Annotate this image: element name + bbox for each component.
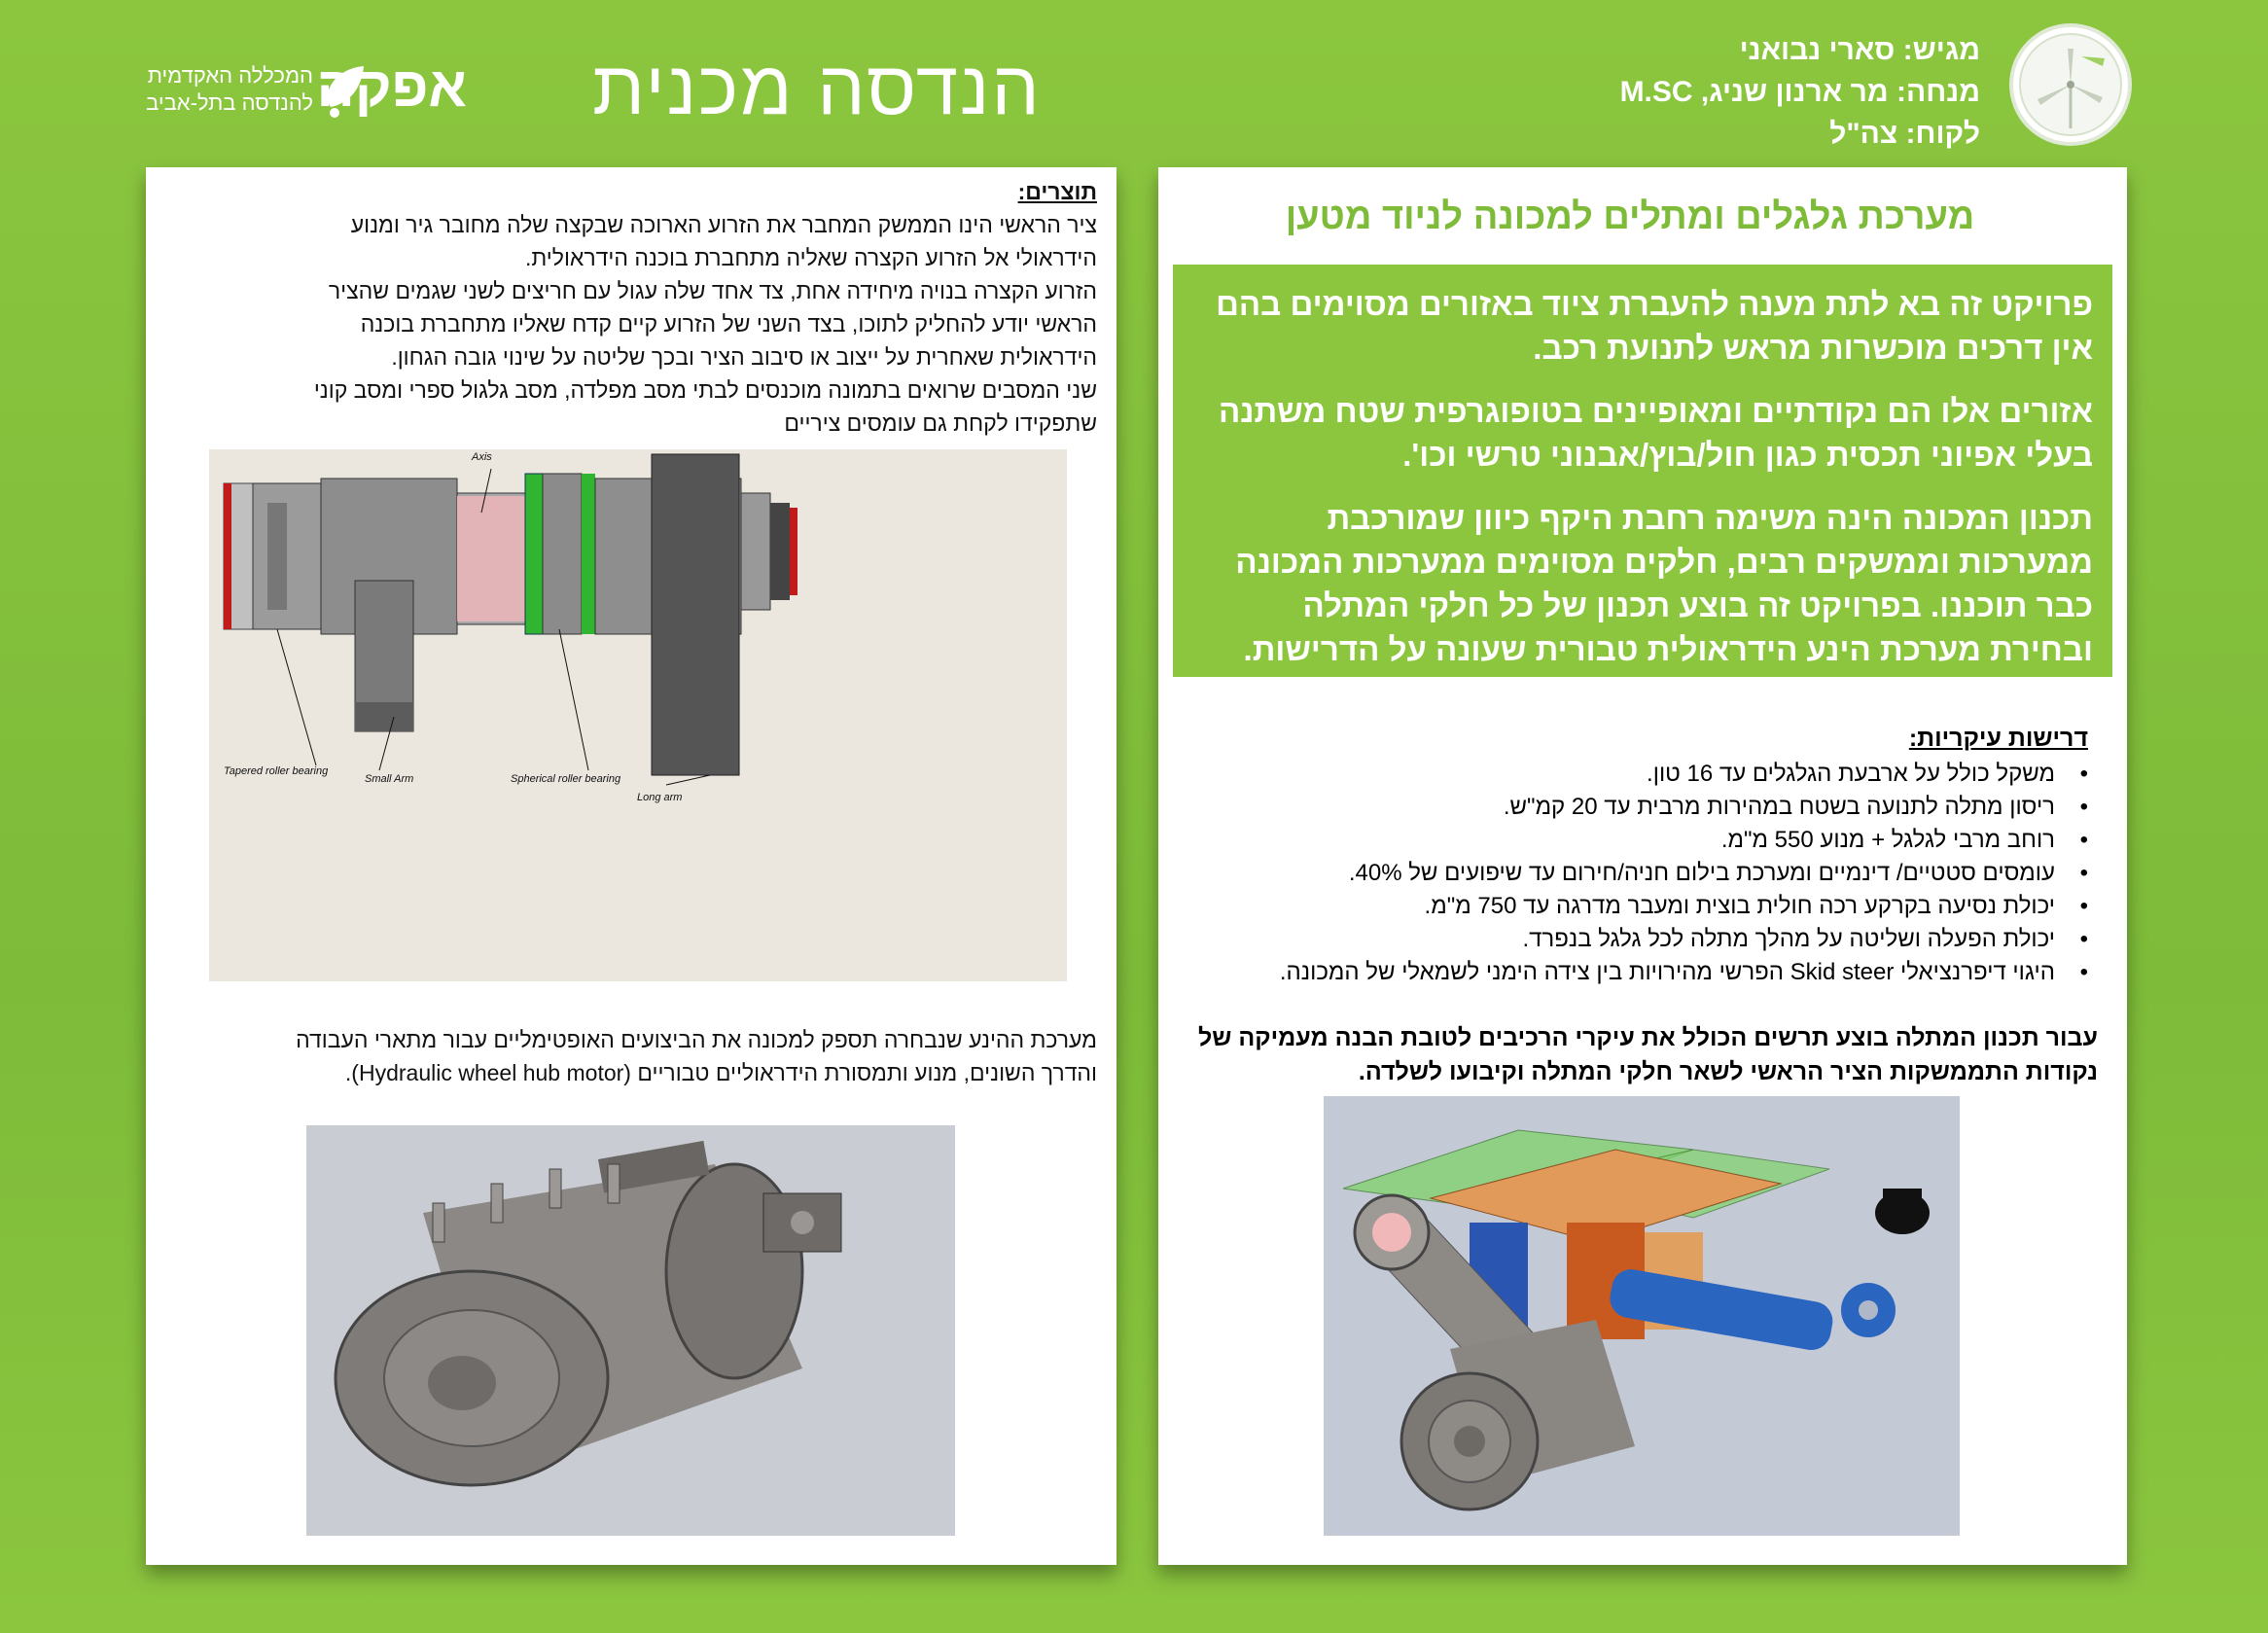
requirement-item: • ריסון מתלה לתנועה בשטח במהירות מרבית עד 20 קמ"ש. xyxy=(1193,791,2088,824)
wind-turbine-icon xyxy=(2013,27,2128,142)
small-arm-label: Small Arm xyxy=(365,773,414,785)
spherical-bearing-label: Spherical roller bearing xyxy=(511,773,621,785)
results-line: הידראולית שאחרית על ייצוב או סיבוב הציר ובכך שליטה על שינוי גובה הגחון. xyxy=(391,344,1097,370)
results-line: שתפקידו לקחת גם עומסים ציריים xyxy=(784,410,1097,436)
project-panel xyxy=(1158,167,2127,1565)
presenter-line: מגיש: סארי נבואני xyxy=(1739,34,1980,66)
requirement-item: • עומסים סטטיים/ דינמיים ומערכת בילום חניה/חירום עד שיפועים של 40%. xyxy=(1193,857,2088,890)
project-title: מערכת גלגלים ומתלים למכונה לניוד מטען xyxy=(1285,196,1975,237)
results-panel xyxy=(146,167,1116,1565)
requirement-item: • יכולת נסיעה בקרקע רכה חולית בוצית ומעבר מדרגה עד 750 מ"מ. xyxy=(1193,890,2088,923)
intro-paragraph: פרויקט זה בא לתת מענה להעברת ציוד באזורים מסוימים בהם אין דרכים מוכשרות מראש לתנועת רכב. xyxy=(1216,286,2093,366)
requirement-item: • יכולת הפעלה ושליטה על מהלך מתלה לכל גלגל בנפרד. xyxy=(1193,923,2088,956)
client-line: לקוח: צה"ל xyxy=(1829,118,1980,150)
intro-box xyxy=(1173,265,2112,677)
axis-label: Axis xyxy=(472,451,492,463)
tapered-bearing-label: Tapered roller bearing xyxy=(224,765,329,777)
hub-motor-image xyxy=(306,1125,955,1536)
results-line: הידראולי אל הזרוע הקצרה שאליה מתחברת בוכנה הידראולית. xyxy=(524,245,1097,270)
long-arm-label: Long arm xyxy=(637,792,683,803)
requirements-list xyxy=(1193,758,2088,989)
advisor-line: מנחה: מר ארנון שניג, M.SC xyxy=(1619,76,1980,108)
results-line: הראשי יודע להחליק לתוכו, בצד השני של הזרוע קיים קדח שאליו מתחברת בוכנה xyxy=(360,311,1097,337)
axis-assembly-image xyxy=(209,449,1067,981)
motor-text: מערכת ההינע שנבחרה תספק למכונה את הביצועים האופטימליים עבור מתארי העבודה והדרך השונים, מנוע ותמסורת הידראוליים טבוריים (Hydraulic wheel hub motor). xyxy=(296,1027,1097,1085)
intro-paragraph: אזורים אלו הם נקודתיים ומאופיינים בטופוגרפית שטח משתנה בעלי אפיוני תכסית כגון חול/בוץ/אבנוני טרשי וכו'. xyxy=(1218,393,2093,473)
page-header xyxy=(0,0,2268,165)
afeka-logo xyxy=(146,49,467,136)
results-line: הזרוע הקצרה בנויה מיחידה אחת, צד אחד שלה עגול עם חריצים לשני שגמים שהציר xyxy=(328,278,1097,303)
suspension-summary: עבור תכנון המתלה בוצע תרשים הכולל את עיקרי הרכיבים לטובת הבנה מעמיקה של נקודות התממשקות הציר הראשי לשאר חלקי המתלה וקיבועו לשלדה. xyxy=(1198,1024,2098,1085)
intro-paragraph: תכנון המכונה הינה משימה רחבת היקף כיוון שמורכבת ממערכות וממשקים רבים, חלקים מסוימים ממערכות המכונה כבר תוכננו. בפרויקט זה בוצע תכנון של כל חלקי המתלה ובחירת מערכת הינע הידראולית טבורית שעונה על הדרישות. xyxy=(1235,500,2093,667)
requirement-item: • היגוי דיפרנציאלי Skid steer הפרשי מהירויות בין צידה הימני לשמאלי של המכונה. xyxy=(1193,956,2088,989)
results-title: תוצרים: xyxy=(1017,179,1097,204)
logo-name: אפקה xyxy=(316,55,467,119)
requirements-title: דרישות עיקריות: xyxy=(1908,725,2088,752)
results-line: שני המסבים שרואים בתמונה מוכנסים לבתי מסב מפלדה, מסב גלגול ספרי ומסב קוני xyxy=(313,377,1097,403)
results-text xyxy=(163,175,1097,440)
course-title: הנדסה מכנית xyxy=(592,45,1042,130)
logo-subtitle: המכללה האקדמית להנדסה בתל-אביב xyxy=(146,63,313,115)
requirement-item: • רוחב מרבי לגלגל + מנוע 550 מ"מ. xyxy=(1193,824,2088,857)
results-line: ציר הראשי הינו הממשק המחבר את הזרוע הארוכה שבקצה שלה מחובר גיר ומנוע xyxy=(350,212,1097,237)
project-meta xyxy=(1620,29,1980,155)
requirement-item: • משקל כולל על ארבעת הגלגלים עד 16 טון. xyxy=(1193,758,2088,791)
suspension-cad-image xyxy=(1324,1096,1960,1536)
